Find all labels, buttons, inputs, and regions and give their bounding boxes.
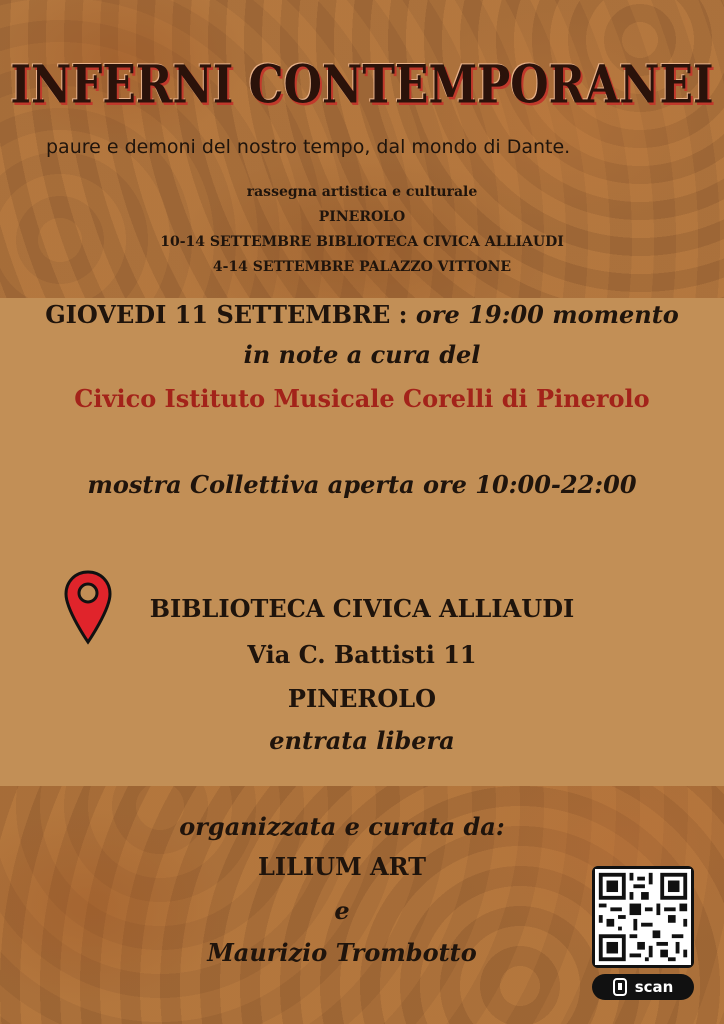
credits-conj-text: e [334, 896, 350, 925]
venue-entry-text: entrata libera [269, 726, 455, 755]
event-line2 [0, 340, 724, 369]
event-line2-text: in note a cura del [243, 340, 481, 369]
event-date-time [0, 300, 724, 329]
event-time: ore 19:00 momento [415, 300, 679, 329]
credits-org1: LILIUM ART [257, 852, 427, 881]
info-line-biblioteca-dates: 10-14 SETTEMBRE BIBLIOTECA CIVICA ALLIAUDI [160, 234, 564, 250]
credits-org2-text: Maurizio Trombotto [207, 938, 477, 967]
venue-name: BIBLIOTECA CIVICA ALLIAUDI [149, 594, 575, 623]
qr-code-icon [595, 869, 691, 965]
phone-icon [613, 978, 627, 996]
exhibition-hours [0, 470, 724, 499]
poster-title: INFERNI CONTEMPORANEI [10, 55, 714, 116]
credits-label [0, 812, 704, 841]
credits-label-text: organizzata e curata da: [179, 812, 505, 841]
poster-subtitle: paure e demoni del nostro tempo, dal mondo di Dante. [46, 136, 571, 158]
venue-city: PINEROLO [287, 684, 437, 713]
scan-label: scan [634, 978, 674, 996]
venue-entry [0, 726, 724, 755]
info-line-rassegna: rassegna artistica e culturale [246, 184, 478, 200]
info-line-city: PINEROLO [318, 209, 406, 225]
info-line-palazzo-dates: 4-14 SETTEMBRE PALAZZO VITTONE [212, 259, 512, 275]
exhibition-hours-text: mostra Collettiva aperta ore 10:00-22:00 [87, 470, 637, 499]
qr-code[interactable] [592, 866, 694, 968]
event-organizer-highlight: Civico Istituto Musicale Corelli di Pinerolo [74, 384, 650, 413]
venue-address: Via C. Battisti 11 [247, 640, 477, 669]
scan-button[interactable] [592, 974, 694, 1000]
event-date: GIOVEDI 11 SETTEMBRE : [45, 300, 408, 329]
